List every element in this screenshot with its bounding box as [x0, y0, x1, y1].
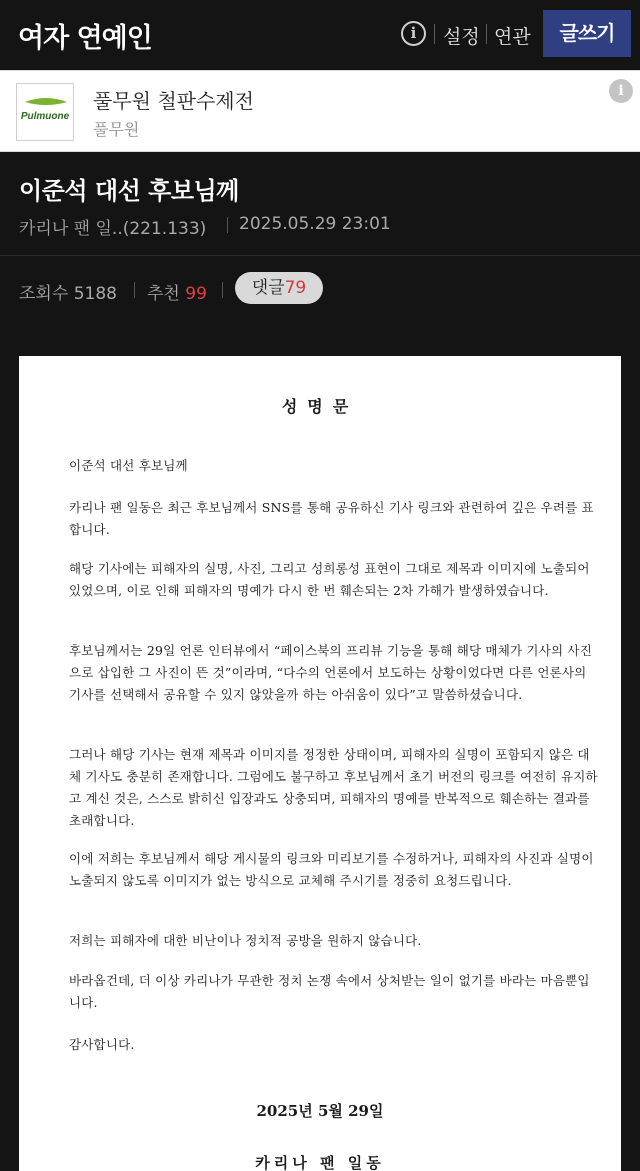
write-button[interactable]: 글쓰기 — [543, 10, 631, 57]
section-divider — [0, 255, 640, 256]
logo-text: Pulmuone — [20, 111, 70, 122]
views-label: 조회수 — [19, 284, 69, 304]
statement-salutation: 이준석 대선 후보님께 — [69, 458, 188, 473]
statement-paragraph: 저희는 피해자에 대한 비난이나 정치적 공방을 원하지 않습니다. — [69, 933, 422, 948]
statement-paragraph: 후보님께서는 29일 언론 인터뷰에서 “페이스북의 프리뷰 기능을 통해 해당 매체가 기사의 사진으로 삽입한 그 사진이 뜬 것”이라며, “다수의 언론에서 보도하는 상황이었다면 다른 언론사의 기사를 선택해서 공유할 수 있지 않았을까 하는 아쉬움이 있다”고 말씀하셨습니다. — [69, 643, 592, 702]
statement-signature: 카리나 팬 일동 — [255, 1154, 385, 1171]
top-bar — [0, 0, 640, 70]
board-title[interactable]: 여자 연예인 — [18, 23, 152, 54]
statement-closing: 감사합니다. — [69, 1037, 135, 1052]
comments-value: 79 — [284, 278, 307, 298]
advertiser-logo — [16, 83, 74, 141]
comments-button[interactable] — [235, 272, 323, 304]
recommend-label: 추천 — [147, 284, 180, 304]
statement-date: 2025년 5월 29일 — [256, 1102, 384, 1120]
statement-paragraph: 그러나 해당 기사는 현재 제목과 이미지를 정정한 상태이며, 피해자의 실명이 포함되지 않은 대체 기사도 충분히 존재합니다. 그럼에도 불구하고 후보님께서 초기 버전의 링크를 여전히 유지하고 계신 것은, 스스로 밝히신 입장과도 상충되며, 피해자의 명예를 반복적으로 훼손하는 결과를 초래합니다. — [69, 747, 598, 828]
post-author[interactable]: 카리나 팬 일..(221.133) — [19, 219, 207, 239]
statement-paragraph: 해당 기사에는 피해자의 실명, 사진, 그리고 성희롱성 표현이 그대로 제목과 이미지에 노출되어 있었으며, 이로 인해 피해자의 명예가 다시 한 번 훼손되는 2차 가해가 발생하였습니다. — [69, 561, 590, 598]
meta-divider — [227, 217, 228, 233]
recommend-count — [147, 279, 207, 304]
meta-divider — [134, 282, 135, 298]
settings-link[interactable]: 설정 — [443, 26, 480, 48]
header-divider — [486, 24, 487, 44]
recommend-value: 99 — [185, 284, 207, 304]
ad-info-icon[interactable]: i — [609, 79, 633, 103]
post-title: 이준석 대선 후보님께 — [19, 177, 239, 205]
statement-paragraph: 카리나 팬 일동은 최근 후보님께서 SNS를 통해 공유하신 기사 링크와 관련하여 깊은 우려를 표합니다. — [69, 500, 594, 537]
ad-advertiser: 풀무원 — [93, 120, 140, 139]
header-divider — [434, 24, 435, 44]
leaf-swoosh-icon — [23, 96, 69, 108]
info-icon[interactable]: i — [401, 21, 426, 46]
ad-banner[interactable] — [0, 70, 640, 152]
statement-paragraph: 이에 저희는 후보님께서 해당 게시물의 링크와 미리보기를 수정하거나, 피해자의 사진과 실명이 노출되지 않도록 이미지가 없는 방식으로 교체해 주시기를 정중히 요청드립니다. — [69, 851, 594, 888]
views-value: 5188 — [73, 284, 117, 304]
view-count — [19, 279, 117, 304]
statement-paragraph: 바라옵건데, 더 이상 카리나가 무관한 정치 논쟁 속에서 상처받는 일이 없기를 바라는 마음뿐입니다. — [69, 973, 590, 1010]
meta-divider — [222, 282, 223, 298]
comments-label: 댓글 — [251, 278, 285, 298]
post-date: 2025.05.29 23:01 — [239, 214, 391, 234]
statement-heading: 성명문 — [281, 397, 359, 416]
statement-image[interactable] — [19, 356, 621, 1171]
related-link[interactable]: 연관 — [494, 26, 531, 48]
ad-title[interactable]: 풀무원 철판수제전 — [93, 89, 254, 113]
